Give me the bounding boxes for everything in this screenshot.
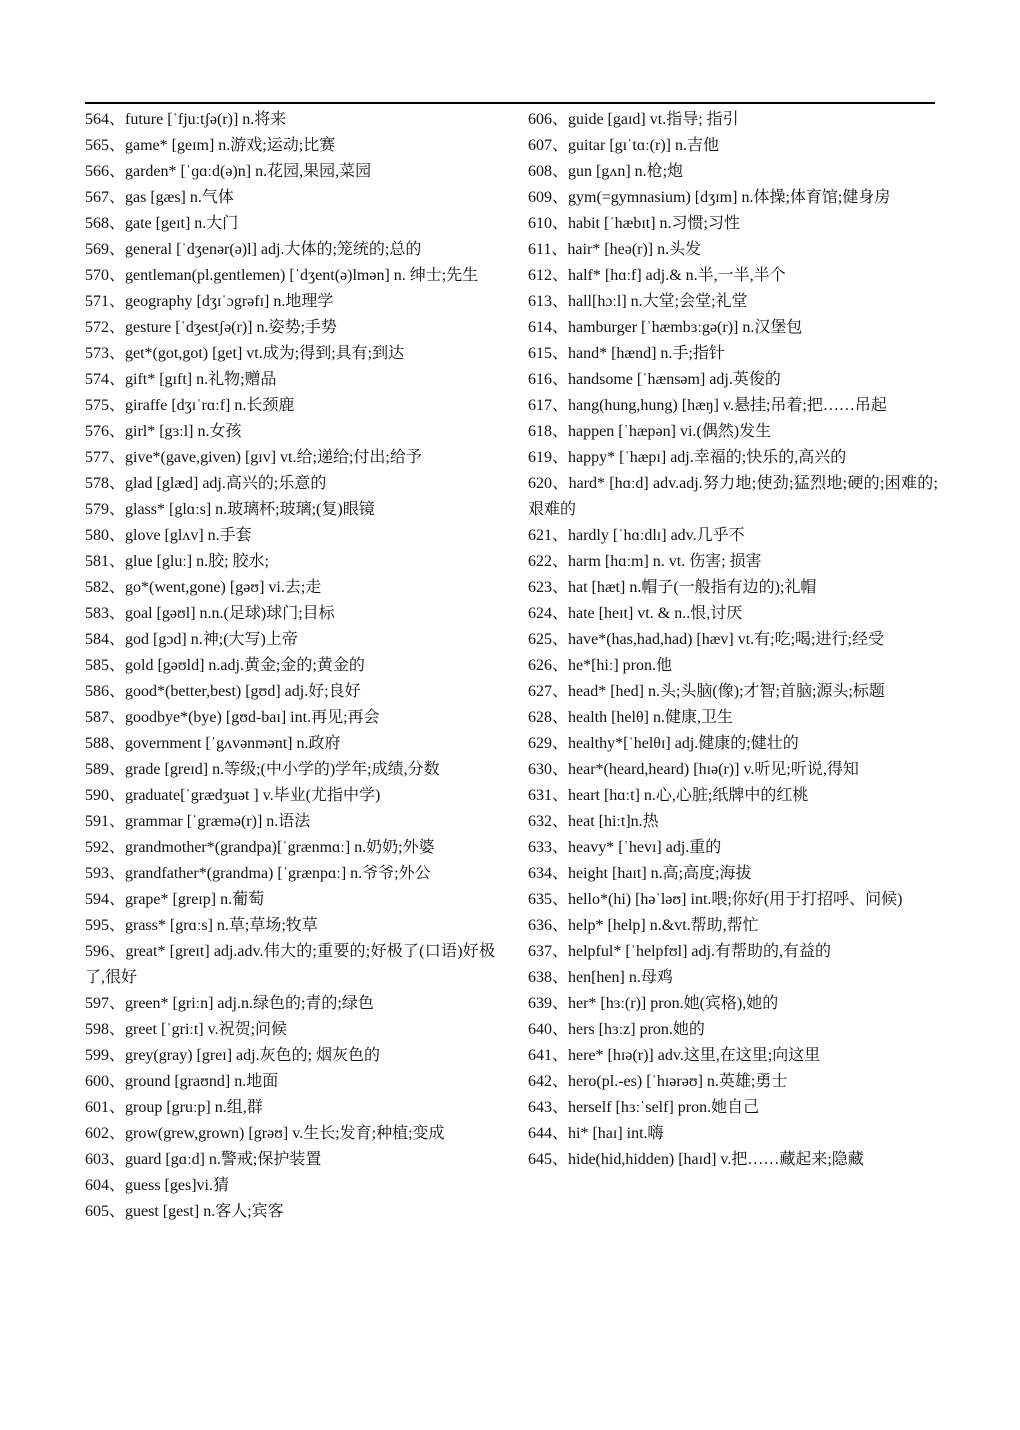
vocab-entry: 575、giraffe [dʒɪˈrɑːf] n.长颈鹿	[85, 397, 295, 414]
vocab-entry: 573、get*(got,got) [get] vt.成为;得到;具有;到达	[85, 345, 405, 362]
vocab-entry: 625、have*(has,had,had) [hæv] vt.有;吃;喝;进行;经受	[528, 631, 884, 648]
vocab-entry: 619、happy* [ˈhæpɪ] adj.幸福的;快乐的,高兴的	[528, 449, 847, 466]
vocab-entry: 635、hello*(hi) [həˈləʊ] int.喂;你好(用于打招呼、问候)	[528, 891, 903, 908]
vocab-entry: 581、glue [gluː] n.胶; 胶水;	[85, 553, 269, 570]
vocab-entry: 637、helpful* [ˈhelpfʊl] adj.有帮助的,有益的	[528, 943, 831, 960]
vocab-entry: 567、gas [gæs] n.气体	[85, 189, 234, 206]
vocab-entry: 618、happen [ˈhæpən] vi.(偶然)发生	[528, 423, 772, 440]
vocab-entry: 607、guitar [gɪˈtɑː(r)] n.吉他	[528, 137, 719, 154]
vocab-entry: 579、glass* [glɑːs] n.玻璃杯;玻璃;(复)眼镜	[85, 501, 375, 518]
vocab-entry: 613、hall[hɔːl] n.大堂;会堂;礼堂	[528, 293, 748, 310]
vocab-entry: 587、goodbye*(bye) [gʊd-baɪ] int.再见;再会	[85, 709, 380, 726]
vocab-entry: 603、guard [gɑːd] n.警戒;保护装置	[85, 1151, 322, 1168]
left-column	[85, 107, 495, 1225]
vocab-entry: 574、gift* [gɪft] n.礼物;赠品	[85, 371, 277, 388]
vocab-entry: 594、grape* [greɪp] n.葡萄	[85, 891, 265, 908]
vocab-entry: 599、grey(gray) [greɪ] adj.灰色的; 烟灰色的	[85, 1047, 381, 1064]
vocab-entry: 606、guide [gaɪd] vt.指导; 指引	[528, 111, 739, 128]
vocab-entry: 624、hate [heɪt] vt. & n..恨,讨厌	[528, 605, 743, 622]
vocab-entry: 632、heat [hiːt]n.热	[528, 813, 659, 830]
vocab-entry: 571、geography [dʒɪˈɔgrəfɪ] n.地理学	[85, 293, 334, 310]
right-column	[528, 107, 938, 1173]
vocab-entry: 645、hide(hid,hidden) [haɪd] v.把……藏起来;隐藏	[528, 1151, 864, 1168]
vocab-entry: 610、habit [ˈhæbɪt] n.习惯;习性	[528, 215, 740, 232]
vocab-entry: 565、game* [geɪm] n.游戏;运动;比赛	[85, 137, 336, 154]
vocab-entry: 629、healthy*[ˈhelθɪ] adj.健康的;健壮的	[528, 735, 799, 752]
vocab-entry: 576、girl* [gɜːl] n.女孩	[85, 423, 242, 440]
vocab-entry: 622、harm [hɑːm] n. vt. 伤害; 损害	[528, 553, 762, 570]
vocab-entry: 623、hat [hæt] n.帽子(一般指有边的);礼帽	[528, 579, 817, 596]
vocab-entry: 634、height [haɪt] n.高;高度;海拔	[528, 865, 752, 882]
vocab-entry: 598、greet [ˈgriːt] v.祝贺;问候	[85, 1021, 288, 1038]
vocab-entry: 564、future [ˈfjuːtʃə(r)] n.将来	[85, 111, 287, 128]
vocab-entry: 621、hardly [ˈhɑːdlɪ] adv.几乎不	[528, 527, 745, 544]
vocab-entry: 628、health [helθ] n.健康,卫生	[528, 709, 733, 726]
vocab-entry: 608、gun [gʌn] n.枪;炮	[528, 163, 684, 180]
vocab-entry: 577、give*(gave,given) [gɪv] vt.给;递给;付出;给予	[85, 449, 422, 466]
vocab-entry: 582、go*(went,gone) [gəʊ] vi.去;走	[85, 579, 322, 596]
vocab-entry: 572、gesture [ˈdʒestʃə(r)] n.姿势;手势	[85, 319, 337, 336]
vocab-entry: 596、great* [greɪt] adj.adv.伟大的;重要的;好极了(口语)好极了,很好	[85, 943, 495, 986]
vocab-entry: 592、grandmother*(grandpa)[ˈgrænmɑː] n.奶奶;外婆	[85, 839, 435, 856]
top-rule	[85, 102, 935, 104]
vocab-entry: 614、hamburger [ˈhæmbɜːgə(r)] n.汉堡包	[528, 319, 803, 336]
vocab-entry: 642、hero(pl.-es) [ˈhɪərəʊ] n.英雄;勇士	[528, 1073, 788, 1090]
vocab-entry: 588、government [ˈgʌvənmənt] n.政府	[85, 735, 341, 752]
vocab-entry: 580、glove [glʌv] n.手套	[85, 527, 252, 544]
vocab-entry: 585、gold [gəʊld] n.adj.黄金;金的;黄金的	[85, 657, 365, 674]
vocab-entry: 578、glad [glæd] adj.高兴的;乐意的	[85, 475, 327, 492]
vocab-entry: 641、here* [hɪə(r)] adv.这里,在这里;向这里	[528, 1047, 821, 1064]
vocab-entry: 569、general [ˈdʒenər(ə)l] adj.大体的;笼统的;总的	[85, 241, 422, 258]
vocab-entry: 570、gentleman(pl.gentlemen) [ˈdʒent(ə)lmən] n. 绅士;先生	[85, 267, 479, 284]
vocab-entry: 627、head* [hed] n.头;头脑(像);才智;首脑;源头;标题	[528, 683, 885, 700]
vocab-entry: 609、gym(=gymnasium) [dʒɪm] n.体操;体育馆;健身房	[528, 189, 891, 206]
vocab-entry: 600、ground [graʊnd] n.地面	[85, 1073, 279, 1090]
vocab-entry: 631、heart [hɑːt] n.心,心脏;纸牌中的红桃	[528, 787, 809, 804]
vocab-entry: 626、he*[hiː] pron.他	[528, 657, 672, 674]
vocab-entry: 595、grass* [grɑːs] n.草;草场;牧草	[85, 917, 318, 934]
vocab-entry: 636、help* [help] n.&vt.帮助,帮忙	[528, 917, 759, 934]
vocab-entry: 597、green* [griːn] adj.n.绿色的;青的;绿色	[85, 995, 374, 1012]
vocab-entry: 601、group [gruːp] n.组,群	[85, 1099, 263, 1116]
vocab-entry: 639、her* [hɜː(r)] pron.她(宾格),她的	[528, 995, 779, 1012]
vocab-entry: 616、handsome [ˈhænsəm] adj.英俊的	[528, 371, 781, 388]
vocab-entry: 605、guest [gest] n.客人;宾客	[85, 1203, 284, 1220]
vocab-entry: 615、hand* [hænd] n.手;指针	[528, 345, 725, 362]
vocab-entry: 633、heavy* [ˈhevɪ] adj.重的	[528, 839, 722, 856]
vocab-entry: 568、gate [geɪt] n.大门	[85, 215, 239, 232]
vocab-entry: 640、hers [hɜːz] pron.她的	[528, 1021, 705, 1038]
vocab-entry: 638、hen[hen] n.母鸡	[528, 969, 673, 986]
vocab-entry: 584、god [gɔd] n.神;(大写)上帝	[85, 631, 298, 648]
vocab-entry: 591、grammar [ˈgræmə(r)] n.语法	[85, 813, 311, 830]
vocab-entry: 593、grandfather*(grandma) [ˈgrænpɑː] n.爷爷;外公	[85, 865, 431, 882]
vocab-entry: 583、goal [gəʊl] n.n.(足球)球门;目标	[85, 605, 335, 622]
vocab-entry: 643、herself [hɜːˈself] pron.她自己	[528, 1099, 760, 1116]
vocab-entry: 602、grow(grew,grown) [grəʊ] v.生长;发育;种植;变成	[85, 1125, 445, 1142]
vocab-entry: 620、hard* [hɑːd] adv.adj.努力地;使劲;猛烈地;硬的;困难的;艰难的	[528, 475, 938, 518]
vocab-entry: 644、hi* [haɪ] int.嗨	[528, 1125, 664, 1142]
vocab-entry: 612、half* [hɑːf] adj.& n.半,一半,半个	[528, 267, 786, 284]
vocab-entry: 590、graduate[ˈgrædʒuət ] v.毕业(尤指中学)	[85, 787, 381, 804]
vocab-entry: 566、garden* [ˈɡɑːd(ə)n] n.花园,果园,菜园	[85, 163, 372, 180]
vocab-entry: 611、hair* [heə(r)] n.头发	[528, 241, 702, 258]
vocab-entry: 604、guess [ges]vi.猜	[85, 1177, 229, 1194]
vocab-entry: 617、hang(hung,hung) [hæŋ] v.悬挂;吊着;把……吊起	[528, 397, 887, 414]
vocab-entry: 586、good*(better,best) [gʊd] adj.好;良好	[85, 683, 361, 700]
vocab-entry: 589、grade [greɪd] n.等级;(中小学的)学年;成绩,分数	[85, 761, 440, 778]
vocab-entry: 630、hear*(heard,heard) [hɪə(r)] v.听见;听说,得知	[528, 761, 859, 778]
